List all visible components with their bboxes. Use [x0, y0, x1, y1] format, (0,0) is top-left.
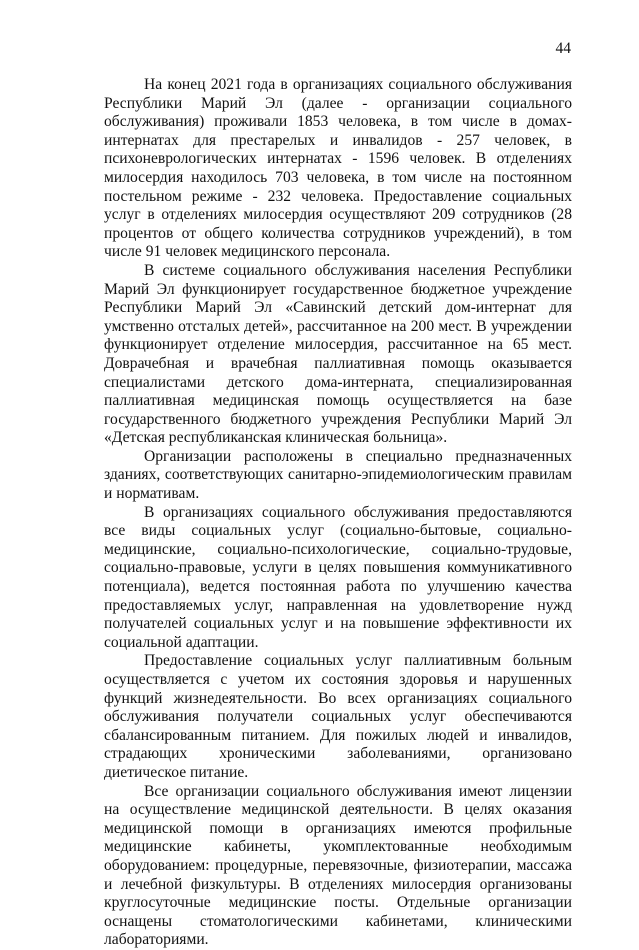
paragraph-buildings: Организации расположены в специально предназначенных зданиях, соответствующих санитарно-эпидемиологическим правилам и нормативам.: [104, 447, 572, 503]
paragraph-palliative-services: Предоставление социальных услуг паллиативным больным осуществляется с учетом их состояния здоровья и нарушенных функций жизнедеятельности. Во всех организациях социального обслуживания получатели социальных услуг обеспечиваются сбалансированным питанием. Для пожилых людей и инвалидов, страдающих хроническими заболеваниями, организовано диетическое питание.: [104, 652, 572, 781]
paragraph-residents-statistics: На конец 2021 года в организациях социального обслуживания Республики Марий Эл (далее - организации социального обслуживания) проживали 1853 человека, в том числе в домах-интернатах для престарелых и инвалидов - 257 человек, в психоневрологических интернатах - 1596 человек. В отделениях милосердия находилось 703 человека, в том числе на постоянном постельном режиме - 232 человека. Предоставление социальных услуг в отделениях милосердия осуществляют 209 сотрудников (28 процентов от общего количества сотрудников учреждений), в том числе 91 человек медицинского персонала.: [104, 76, 572, 261]
paragraph-social-services: В организациях социального обслуживания предоставляются все виды социальных услуг (социально-бытовые, социально-медицинские, социально-психологические, социально-трудовые, социально-правовые, услуги в целях повышения коммуникативного потенциала), ведется постоянная работа по улучшению качества предоставляемых услуг, направленная на удовлетворение нужд получателей социальных услуг и на повышение эффективности их социальной адаптации.: [104, 503, 572, 651]
paragraph-savinsky-orphanage: В системе социального обслуживания населения Республики Марий Эл функционирует государственное бюджетное учреждение Республики Марий Эл «Савинский детский дом-интернат для умственно отсталых детей», рассчитанное на 200 мест. В учреждении функционирует отделение милосердия, рассчитанное на 65 мест. Доврачебная и врачебная паллиативная помощь оказывается специалистами детского дома-интерната, специализированная паллиативная медицинская помощь осуществляется на базе государственного бюджетного учреждения Республики Марий Эл «Детская республиканская клиническая больница».: [104, 261, 572, 447]
paragraph-medical-licenses: Все организации социального обслуживания имеют лицензии на осуществление медицинской деятельности. В целях оказания медицинской помощи в организациях имеются профильные медицинские кабинеты, укомплектованные необходимым оборудованием: процедурные, перевязочные, физиотерапии, массажа и лечебной физкультуры. В отделениях милосердия организованы круглосуточные медицинские посты. Отдельные организации оснащены стоматологическими кабинетами, клиническими лабораториями.: [104, 782, 572, 949]
page-number: 44: [555, 40, 571, 57]
body-text: [104, 76, 572, 950]
